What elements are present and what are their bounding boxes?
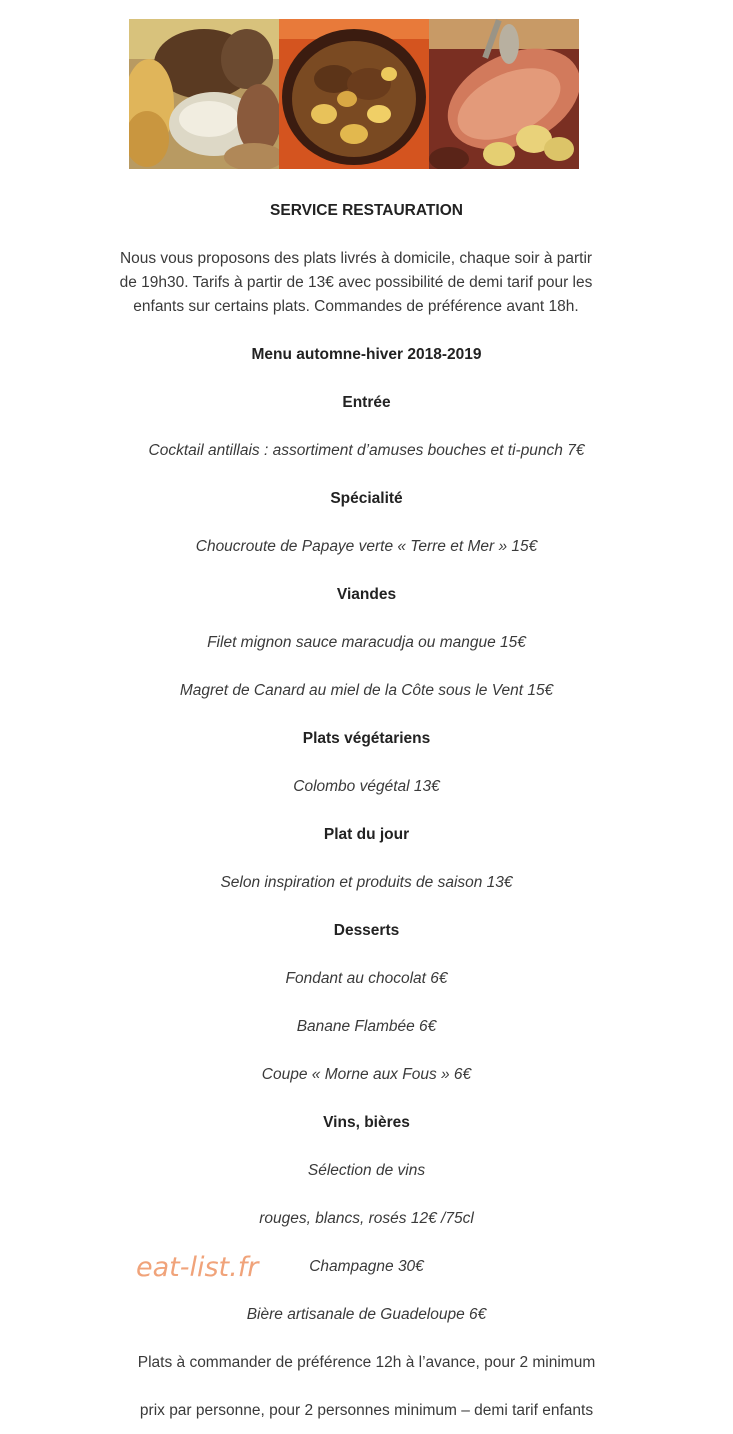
intro-line: Nous vous proposons des plats livrés à domicile, chaque soir à partir <box>119 250 593 267</box>
menu-item: Banane Flambée 6€ <box>296 1018 437 1035</box>
menu-item: Selon inspiration et produits de saison 13€ <box>220 874 513 891</box>
menu-item: Magret de Canard au miel de la Côte sous le Vent 15€ <box>179 682 554 699</box>
fish-dish-photo <box>429 19 579 169</box>
menu-item: Bière artisanale de Guadeloupe 6€ <box>246 1306 487 1323</box>
menu-item: Fondant au chocolat 6€ <box>285 970 448 987</box>
menu-item: Cocktail antillais : assortiment d’amuses bouches et ti-punch 7€ <box>148 442 585 459</box>
menu-title: Menu automne-hiver 2018-2019 <box>251 346 482 363</box>
intro-paragraph <box>96 247 616 319</box>
section-heading-plat-du-jour: Plat du jour <box>323 826 410 843</box>
section-heading-desserts: Desserts <box>333 922 400 939</box>
footer-note: prix par personne, pour 2 personnes minimum – demi tarif enfants <box>139 1402 594 1419</box>
section-heading-vins: Vins, bières <box>323 1114 410 1131</box>
watermark-logo: eat-list.fr <box>136 1252 259 1283</box>
menu-item: Coupe « Morne aux Fous » 6€ <box>261 1066 472 1083</box>
footer-note: Plats à commander de préférence 12h à l’avance, pour 2 minimum <box>137 1354 596 1371</box>
section-heading-specialite: Spécialité <box>330 490 403 507</box>
menu-item: Champagne 30€ <box>309 1258 424 1275</box>
intro-line: de 19h30. Tarifs à partir de 13€ avec possibilité de demi tarif pour les <box>119 274 593 291</box>
intro-line: enfants sur certains plats. Commandes de préférence avant 18h. <box>133 298 579 315</box>
section-heading-entree: Entrée <box>342 394 391 411</box>
menu-item: Colombo végétal 13€ <box>293 778 440 795</box>
menu-item: Sélection de vins <box>307 1162 426 1179</box>
section-heading-viandes: Viandes <box>336 586 397 603</box>
hero-food-images <box>129 19 579 169</box>
menu-item: rouges, blancs, rosés 12€ /75cl <box>259 1210 474 1227</box>
section-heading-vegetariens: Plats végétariens <box>302 730 431 747</box>
service-title: SERVICE RESTAURATION <box>270 202 463 219</box>
menu-item: Choucroute de Papaye verte « Terre et Mer » 15€ <box>195 538 538 555</box>
colombo-pot-photo <box>279 19 429 169</box>
menu-item: Filet mignon sauce maracudja ou mangue 15€ <box>207 634 526 651</box>
choucroute-photo <box>129 19 279 169</box>
